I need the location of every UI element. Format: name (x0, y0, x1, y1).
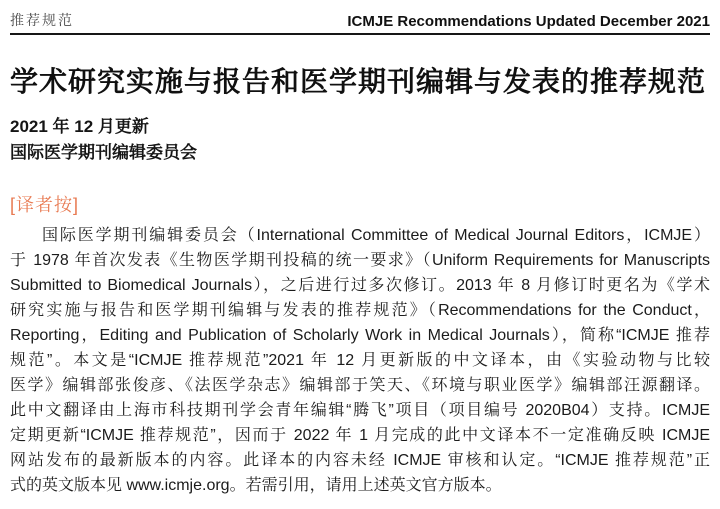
document-title: 学术研究实施与报告和医学期刊编辑与发表的推荐规范 (10, 67, 707, 98)
paragraph-line: 定期更新“ICMJE 推荐规范”，因而于 2022 年 1 月完成的此中文译本不一定准确反映 ICMJE (10, 427, 710, 444)
running-header (10, 10, 710, 35)
paragraph-line: 此中文翻译由上海市科技期刊学会青年编辑“腾飞”项目（项目编号 2020B04）支持。ICMJE (10, 402, 710, 419)
translator-note-label: [译者按] (10, 195, 80, 215)
paragraph-line: 研究实施与报告和医学期刊编辑与发表的推荐规范》（Recommendations for the Conduct， (10, 302, 710, 319)
committee-name-line: 国际医学期刊编辑委员会 (10, 143, 197, 162)
running-header-document-label: ICMJE Recommendations Updated December 2021 (347, 13, 710, 30)
translator-note-paragraph (10, 223, 710, 498)
paragraph-line: Reporting，Editing and Publication of Scholarly Work in Medical Journals），简称“ICMJE 推荐 (10, 327, 710, 344)
running-header-section-label: 推荐规范 (10, 14, 74, 29)
paragraph-line: 于 1978 年首次发表《生物医学期刊投稿的统一要求》（Uniform Requirements for Manuscripts (10, 252, 710, 269)
paragraph-line: 国际医学期刊编辑委员会（International Committee of Medical Journal Editors，ICMJE） (42, 227, 710, 244)
paragraph-line: Submitted to Biomedical Journals），之后进行过多次修订。2013 年 8 月修订时更名为《学术 (10, 277, 710, 294)
paragraph-line: 网站发布的最新版本的内容。此译本的内容未经 ICMJE 审核和认定。“ICMJE 推荐规范”正 (10, 452, 710, 469)
paragraph-line: 医学》编辑部张俊彦、《法医学杂志》编辑部于笑天、《环境与职业医学》编辑部汪源翻译。 (10, 377, 710, 394)
paragraph-line: 式的英文版本见 www.icmje.org。若需引用，请用上述英文官方版本。 (10, 477, 502, 494)
update-date-line: 2021 年 12 月更新 (10, 117, 149, 136)
paragraph-line: 规范”。本文是“ICMJE 推荐规范”2021 年 12 月更新版的中文译本，由《实验动物与比较 (10, 352, 710, 369)
